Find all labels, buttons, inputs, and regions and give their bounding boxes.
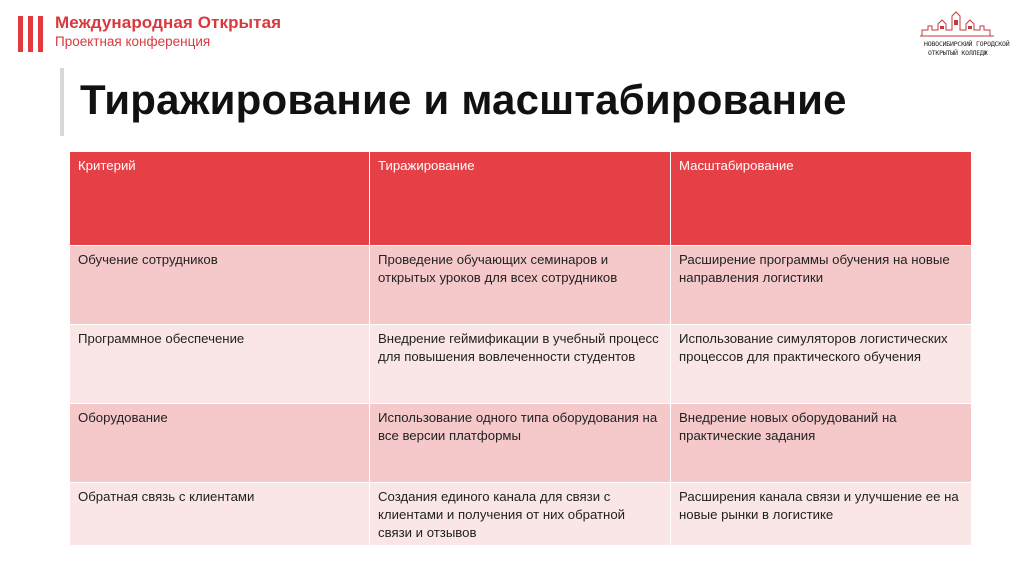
cell-replication: Создания единого канала для связи с клиентами и получения от них обратной связи и отзывов <box>370 483 671 546</box>
conference-name-line2: Проектная конференция <box>55 34 211 49</box>
table-row <box>70 483 972 546</box>
cell-replication: Использование одного типа оборудования на все версии платформы <box>370 404 671 483</box>
cell-scaling: Расширение программы обучения на новые направления логистики <box>671 246 972 325</box>
table-header-row <box>70 152 972 246</box>
conference-brand <box>18 14 281 54</box>
table-row <box>70 404 972 483</box>
brand-bars-icon <box>18 16 43 52</box>
cell-criterion: Обучение сотрудников <box>70 246 370 325</box>
cell-criterion: Обратная связь с клиентами <box>70 483 370 546</box>
college-logo <box>918 10 1010 58</box>
cell-criterion: Оборудование <box>70 404 370 483</box>
table-row <box>70 325 972 404</box>
college-name-line2: ОТКРЫТЫЙ КОЛЛЕДЖ <box>928 49 988 57</box>
comparison-table <box>69 151 972 546</box>
table-row <box>70 246 972 325</box>
college-building-icon <box>918 10 1002 40</box>
cell-scaling: Расширения канала связи и улучшение ее на новые рынки в логистике <box>671 483 972 546</box>
page-title: Тиражирование и масштабирование <box>80 76 847 123</box>
conference-name-line1: Международная Открытая <box>55 13 282 32</box>
cell-criterion: Программное обеспечение <box>70 325 370 404</box>
cell-replication: Проведение обучающих семинаров и открытых уроков для всех сотрудников <box>370 246 671 325</box>
cell-scaling: Внедрение новых оборудований на практические задания <box>671 404 972 483</box>
cell-replication: Внедрение геймификации в учебный процесс для повышения вовлеченности студентов <box>370 325 671 404</box>
header-criterion: Критерий <box>70 152 370 246</box>
college-name-line1: НОВОСИБИРСКИЙ ГОРОДСКОЙ <box>924 40 1010 48</box>
header-scaling: Масштабирование <box>671 152 972 246</box>
title-divider <box>60 68 64 136</box>
cell-scaling: Использование симуляторов логистических процессов для практического обучения <box>671 325 972 404</box>
header-replication: Тиражирование <box>370 152 671 246</box>
